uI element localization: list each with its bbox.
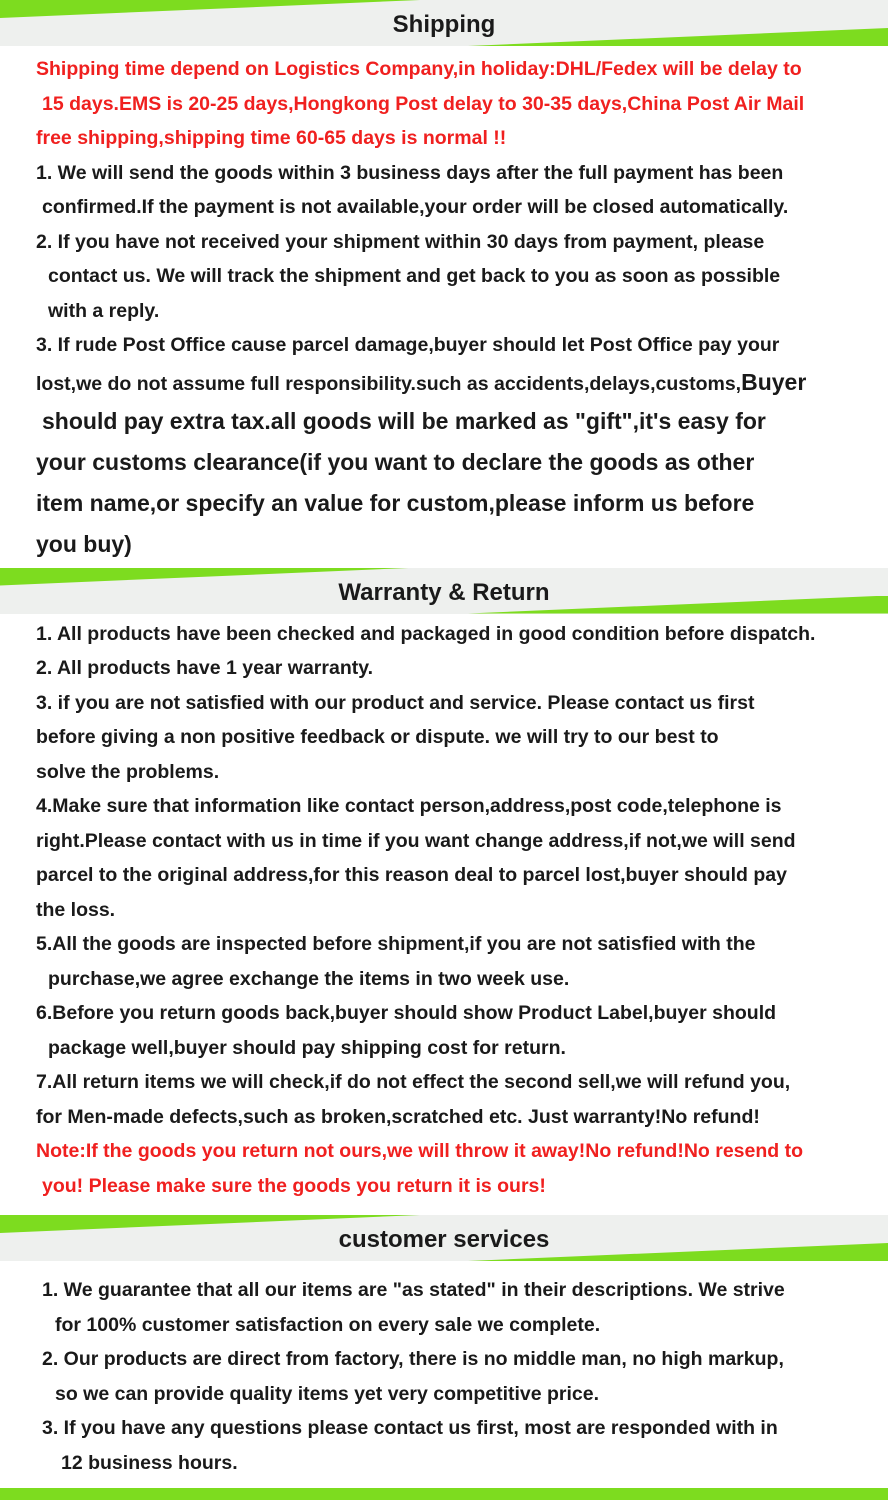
shipping-item-line: you buy) <box>36 530 132 557</box>
service-item-line: 1. We guarantee that all our items are "as stated" in their descriptions. We strive <box>42 1279 785 1301</box>
service-section <box>0 1261 888 1480</box>
warranty-item-line: right.Please contact with us in time if you want change address,if not,we will send <box>36 829 796 852</box>
shipping-item-line: contact us. We will track the shipment and get back to you as soon as possible <box>48 265 781 287</box>
service-item-line: 12 business hours. <box>61 1451 238 1474</box>
shipping-item-line: item name,or specify an value for custom,please inform us before <box>36 489 755 516</box>
warranty-item-line: 3. if you are not satisfied with our product and service. Please contact us first <box>36 691 755 714</box>
shipping-item-line: 1. We will send the goods within 3 business days after the full payment has been <box>36 161 784 184</box>
warranty-item-line: 7.All return items we will check,if do not effect the second sell,we will refund you, <box>36 1071 791 1093</box>
warranty-item-line: 6.Before you return goods back,buyer should show Product Label,buyer should <box>36 1002 777 1024</box>
warranty-item-line: before giving a non positive feedback or dispute. we will try to our best to <box>36 726 719 748</box>
bottom-green-stripe <box>0 1488 888 1500</box>
shipping-text-run: lost,we do not assume full responsibility.such as accidents,delays,customs, <box>36 372 742 395</box>
warranty-note-line: you! Please make sure the goods you return it is ours! <box>42 1174 546 1197</box>
shipping-section <box>0 46 888 565</box>
warranty-note-line: Note:If the goods you return not ours,we will throw it away!No refund!No resend to <box>36 1140 804 1162</box>
service-item-line: 2. Our products are direct from factory, there is no middle man, no high markup, <box>42 1348 784 1370</box>
service-banner <box>0 1215 888 1261</box>
shipping-text-run: Buyer <box>741 368 807 395</box>
warranty-item-line: the loss. <box>36 898 116 921</box>
shipping-notice-line: Shipping time depend on Logistics Company,in holiday:DHL/Fedex will be delay to <box>36 58 802 80</box>
shipping-banner <box>0 0 888 46</box>
service-item-line: so we can provide quality items yet very competitive price. <box>55 1382 600 1405</box>
warranty-item-line: solve the problems. <box>36 760 220 783</box>
shipping-item-line: with a reply. <box>48 299 160 322</box>
shipping-item-line <box>36 363 888 401</box>
shipping-notice-line: 15 days.EMS is 20-25 days,Hongkong Post delay to 30-35 days,China Post Air Mail <box>42 92 805 115</box>
service-item-line: for 100% customer satisfaction on every sale we complete. <box>55 1313 601 1336</box>
shipping-item-line: 2. If you have not received your shipment within 30 days from payment, please <box>36 230 765 253</box>
warranty-item-line: package well,buyer should pay shipping cost for return. <box>48 1036 566 1059</box>
warranty-item-line: for Men-made defects,such as broken,scratched etc. Just warranty!No refund! <box>36 1105 760 1128</box>
shipping-notice-line: free shipping,shipping time 60-65 days is normal !! <box>36 127 507 149</box>
shipping-item-line: your customs clearance(if you want to declare the goods as other <box>36 448 755 475</box>
warranty-item-line: parcel to the original address,for this reason deal to parcel lost,buyer should pay <box>36 864 787 886</box>
shipping-item-line: should pay extra tax.all goods will be marked as "gift",it's easy for <box>42 407 766 434</box>
warranty-item-line: 5.All the goods are inspected before shipment,if you are not satisfied with the <box>36 933 756 955</box>
warranty-item-line: 2. All products have 1 year warranty. <box>36 657 374 679</box>
warranty-title: Warranty & Return <box>338 578 550 606</box>
warranty-section <box>0 614 888 1204</box>
service-item-line: 3. If you have any questions please contact us first, most are responded with in <box>42 1417 778 1439</box>
warranty-item-line: 1. All products have been checked and packaged in good condition before dispatch. <box>36 622 816 645</box>
warranty-banner <box>0 568 888 614</box>
shipping-item-line: 3. If rude Post Office cause parcel damage,buyer should let Post Office pay your <box>36 334 780 356</box>
warranty-item-line: purchase,we agree exchange the items in two week use. <box>48 967 570 990</box>
shipping-title: Shipping <box>392 11 496 38</box>
service-title: customer services <box>338 1226 550 1253</box>
shipping-item-line: confirmed.If the payment is not available,your order will be closed automatically. <box>42 196 789 218</box>
warranty-item-line: 4.Make sure that information like contact person,address,post code,telephone is <box>36 795 782 817</box>
